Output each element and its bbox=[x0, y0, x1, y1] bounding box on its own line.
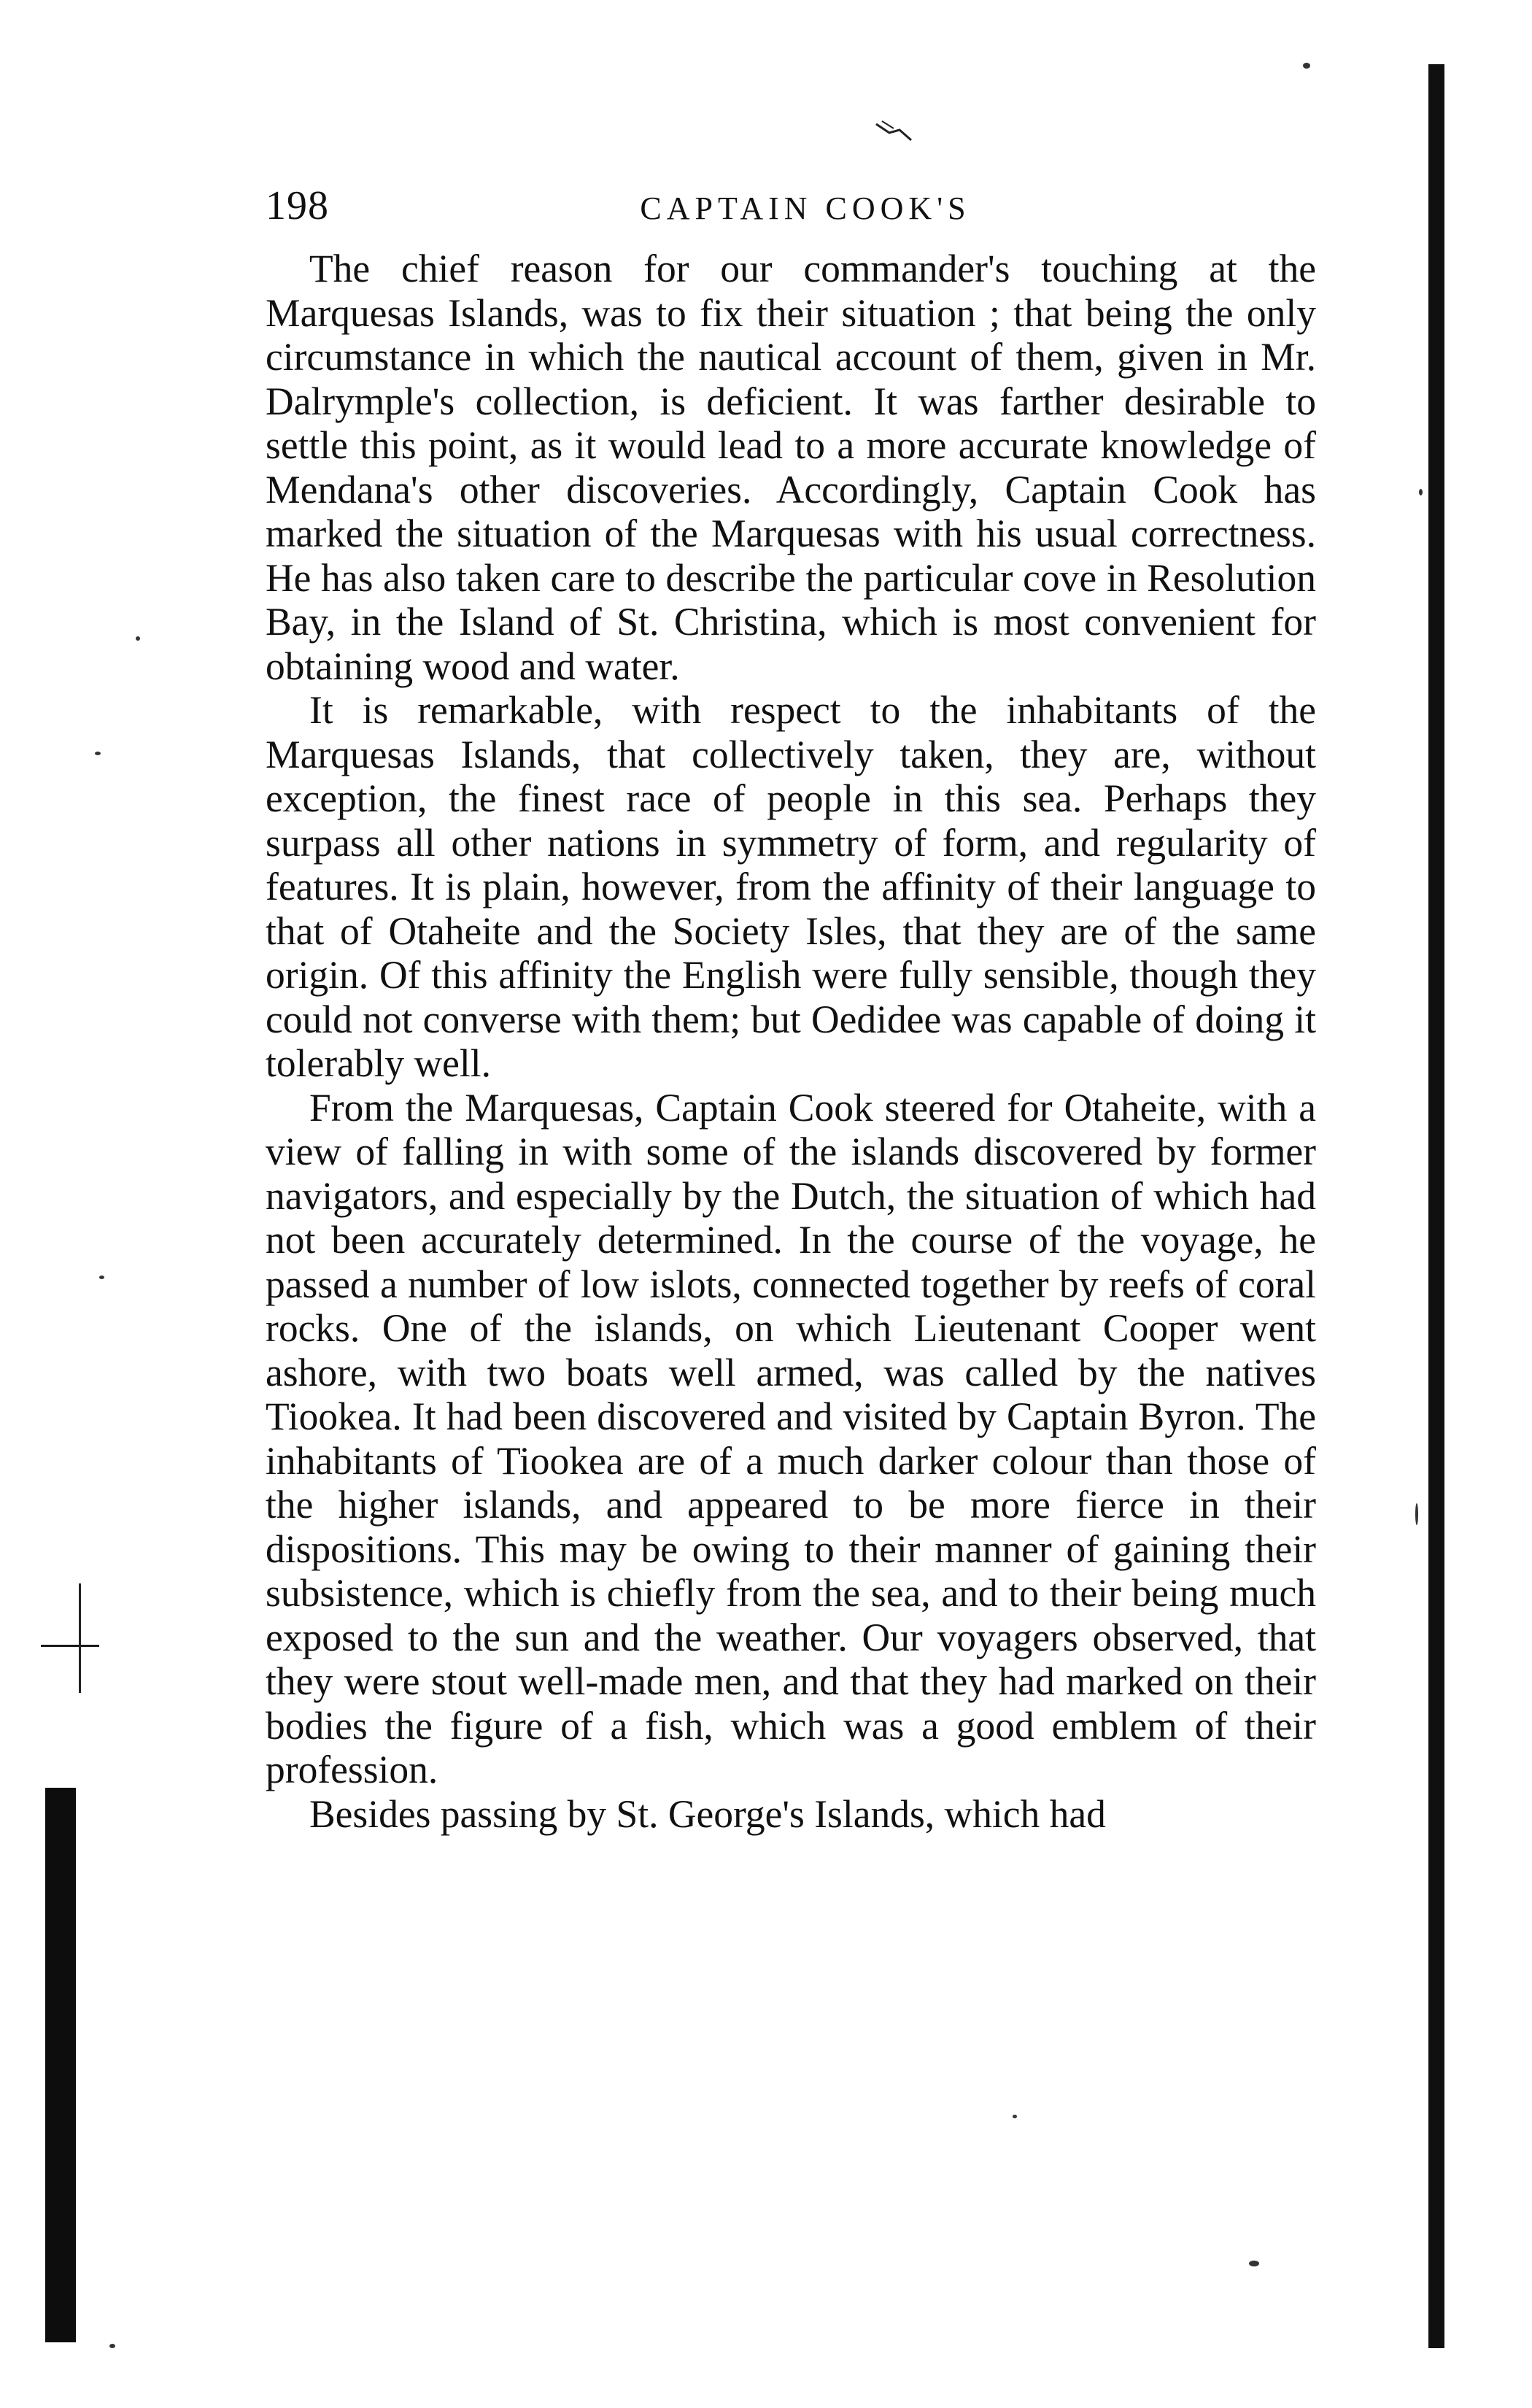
scan-speck bbox=[1419, 489, 1423, 495]
left-margin-scan-bar bbox=[45, 1788, 76, 2342]
scan-speck bbox=[1415, 1503, 1418, 1525]
paragraph: The chief reason for our commander's touching at the Marquesas Islands, was to fix their situation ; that being the only circumstance in which the nautical account of them, given in Mr. Dalrymple's collection, is deficient. It was farther desirable to settle this point, as it would lead to a more accurate knowledge of Mendana's other discoveries. Accordingly, Captain Cook has marked the situation of the Marquesas with his usual correctness. He has also taken care to describe the particular cove in Resolution Bay, in the Island of St. Christina, which is most convenient for obtaining wood and water. bbox=[266, 247, 1316, 688]
left-margin-scan-rule bbox=[41, 1645, 99, 1647]
body-text bbox=[266, 247, 1316, 1836]
scan-speck bbox=[1013, 2115, 1017, 2118]
scan-speck bbox=[1249, 2261, 1259, 2266]
scan-speck bbox=[95, 752, 101, 755]
running-head-title: CAPTAIN COOK'S bbox=[640, 190, 971, 226]
paragraph: Besides passing by St. George's Islands, which had bbox=[309, 1791, 1106, 1836]
scan-speck bbox=[99, 1276, 104, 1279]
paragraph: It is remarkable, with respect to the inhabitants of the Marquesas Islands, that collectively taken, they are, without exception, the finest race of people in this sea. Perhaps they surpass all other nations in symmetry of form, and regularity of features. It is plain, however, from the affinity of their language to that of Otaheite and the Society Isles, that they are of the same origin. Of this affinity the English were fully sensible, though they could not converse with them; but Oedidee was capable of doing it tolerably well. bbox=[266, 688, 1316, 1085]
scan-mark-icon bbox=[872, 117, 916, 146]
binding-edge-shadow bbox=[1428, 64, 1444, 2348]
page-number: 198 bbox=[266, 183, 329, 228]
scan-speck bbox=[109, 2344, 115, 2348]
scan-speck bbox=[1303, 63, 1310, 69]
paragraph: From the Marquesas, Captain Cook steered for Otaheite, with a view of falling in with some of the islands discovered by former navigators, and especially by the Dutch, the situation of which had not been accurately determined. In the course of the voyage, he passed a number of low islots, connected together by reefs of coral rocks. One of the islands, on which Lieutenant Cooper went ashore, with two boats well armed, was called by the natives Tiookea. It had been discovered and visited by Captain Byron. The inhabitants of Tiookea are of a much darker colour than those of the higher islands, and appeared to be more fierce in their dispositions. This may be owing to their manner of gaining their subsistence, which is chiefly from the sea, and to their being much exposed to the sun and the weather. Our voyagers observed, that they were stout well-made men, and that they had marked on their bodies the figure of a fish, which was a good emblem of their profession. bbox=[266, 1085, 1316, 1791]
scan-speck bbox=[136, 636, 140, 641]
left-margin-scan-mark bbox=[79, 1583, 81, 1693]
running-head bbox=[266, 182, 1353, 241]
